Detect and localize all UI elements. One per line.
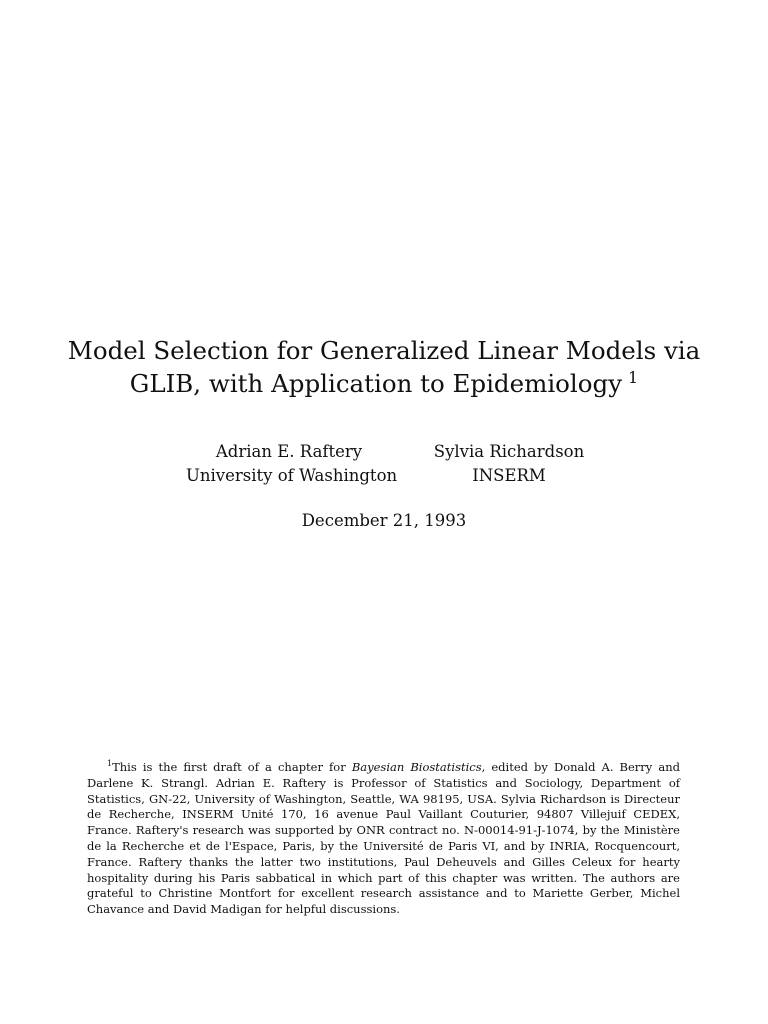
author-affiliation: University of Washington bbox=[186, 466, 398, 485]
author-name: Sylvia Richardson bbox=[433, 442, 585, 461]
footnote-lead bbox=[87, 760, 352, 774]
title-line-1: Model Selection for Generalized Linear Models via bbox=[67, 336, 701, 365]
author-affiliation: INSERM bbox=[472, 466, 546, 485]
footnote-text-start: This is the first draft of a chapter for bbox=[112, 760, 352, 774]
footnote-marker: 1 bbox=[107, 759, 113, 768]
author-name: Adrian E. Raftery bbox=[215, 442, 363, 461]
paper-title bbox=[0, 334, 768, 400]
title-footnote bbox=[87, 760, 680, 918]
title-line-2-text: GLIB, with Application to Epidemiology bbox=[129, 369, 623, 398]
paper-date: December 21, 1993 bbox=[301, 511, 467, 530]
footnote-text-rest: , edited by Donald A. Berry and Darlene K. Strangl. Adrian E. Raftery is Professor of Statistics and Sociology, Department of Statistics, GN-22, University of Washington, Seattle, WA 98195, USA. Sylvia Richardson is Directeur de Recherche, INSERM Unité 170, 16 avenue Paul Vaillant Couturier, 94807 Villejuif CEDEX, France. Raftery's research was supported by ONR contract no. N-00014-91-J-1074, by the Ministère de la Recherche et de l'Espace, Paris, by the Université de Paris VI, and by INRIA, Rocquencourt, France. Raftery thanks the latter two institutions, Paul Deheuvels and Gilles Celeux for hearty hospitality during his Paris sabbatical in which part of this chapter was written. The authors are grateful to Christine Montfort for excellent research assistance and to Mariette Gerber, Michel Chavance and David Madigan for helpful discussions. bbox=[87, 760, 680, 917]
author-raftery bbox=[186, 440, 398, 488]
author-richardson bbox=[430, 440, 588, 488]
footnote-book-title: Bayesian Biostatistics bbox=[351, 760, 482, 774]
title-line-2 bbox=[0, 367, 768, 400]
title-footnote-marker: 1 bbox=[628, 368, 639, 387]
